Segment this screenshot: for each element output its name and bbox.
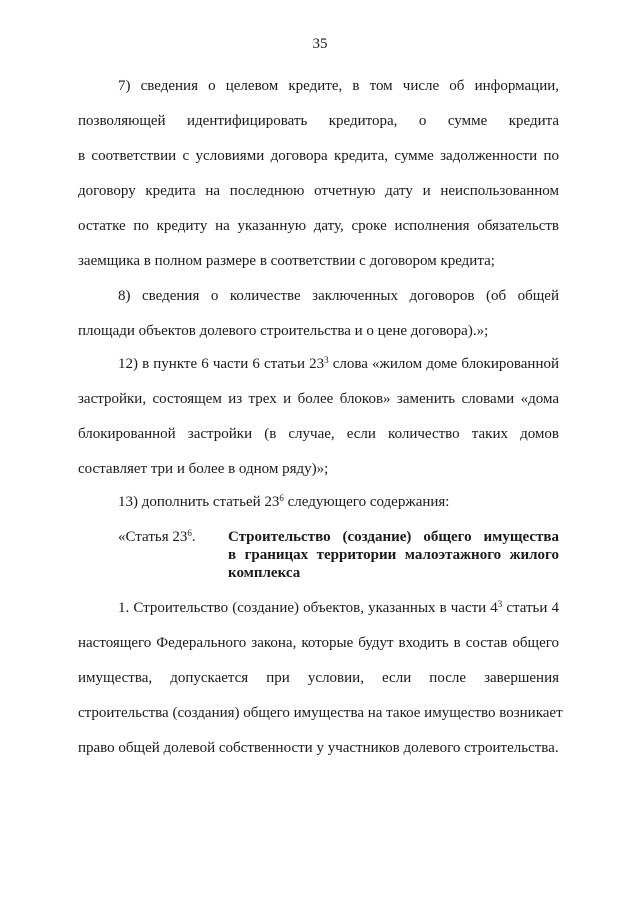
item12-line-2: застройки, состоящем из трех и более блоков» заменить словами «дома (78, 391, 559, 407)
article-label-text: «Статья 23 (118, 529, 188, 545)
article-title-line-1: Строительство (создание) общего имущества (228, 529, 559, 545)
article-title-line-2: в границах территории малоэтажного жилого (228, 547, 559, 563)
item13-text-before: 13) дополнить статьей 23 (118, 494, 280, 510)
item13-text-after: следующего содержания: (283, 494, 450, 510)
clause1-line-2: настоящего Федерального закона, которые будут входить в состав общего (78, 635, 559, 651)
article-title-line-3: комплекса (228, 565, 301, 581)
item7-line-4: договору кредита на последнюю отчетную дату и неиспользованном (78, 183, 559, 199)
clause1-line-3: имущества, допускается при условии, если после завершения (78, 670, 559, 686)
item12-line-3: блокированной застройки (в случае, если количество таких домов (78, 426, 559, 442)
item12-text-before: 12) в пункте 6 части 6 статьи 23 (118, 356, 325, 372)
item12-line-1 (118, 356, 559, 373)
clause1-line-5: право общей долевой собственности у участников долевого строительства. (78, 740, 559, 756)
clause1-text-before: 1. Строительство (создание) объектов, указанных в части 4 (118, 600, 498, 616)
page-number: 35 (312, 36, 328, 52)
item12-text-after: слова «жилом доме блокированной (328, 356, 559, 372)
item7-line-6: заемщика в полном размере в соответствии с договором кредита; (78, 253, 495, 269)
article-label (118, 529, 196, 546)
item7-line-2: позволяющей идентифицировать кредитора, о сумме кредита (78, 113, 559, 129)
article-label-superscript: 6 (187, 528, 192, 538)
item13-superscript: 6 (279, 493, 284, 503)
clause1-superscript: 3 (497, 599, 503, 609)
item7-line-5: остатке по кредиту на указанную дату, сроке исполнения обязательств (78, 218, 559, 234)
article-label-dot: . (191, 529, 196, 545)
item7-line-1: 7) сведения о целевом кредите, в том числе об информации, (118, 78, 559, 94)
item8-line-2: площади объектов долевого строительства и о цене договора).»; (78, 323, 489, 339)
clause1-text-after: статьи 4 (502, 600, 559, 616)
item12-line-4: составляет три и более в одном ряду)»; (78, 461, 329, 477)
item8-line-1: 8) сведения о количестве заключенных договоров (об общей (118, 288, 559, 304)
clause1-line-4: строительства (создания) общего имущества на такое имущество возникает (78, 705, 563, 721)
item12-superscript: 3 (324, 355, 329, 365)
item13-line (118, 494, 559, 511)
clause1-line-1 (118, 600, 559, 617)
item7-line-3: в соответствии с условиями договора кредита, сумме задолженности по (78, 148, 559, 164)
